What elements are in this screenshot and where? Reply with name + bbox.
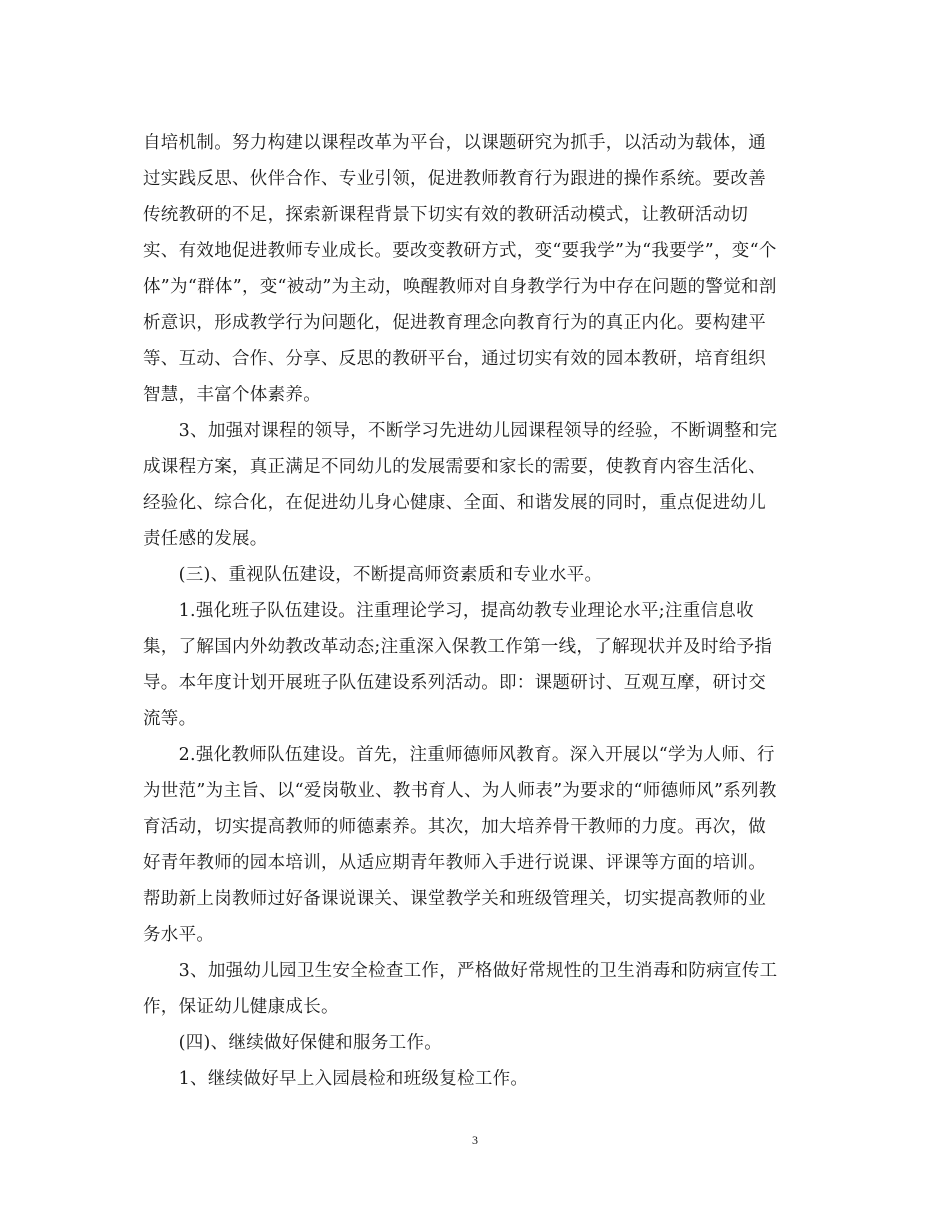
text-line: 智慧，丰富个体素养。 xyxy=(143,385,321,405)
text-line: 流等。 xyxy=(143,709,197,729)
text-line: 2.强化教师队伍建设。首先，注重师德师风教育。深入开展以“学为人师、行 xyxy=(143,745,775,765)
document-body xyxy=(143,125,808,1097)
text-line: 实、有效地促进教师专业成长。要改变教研方式，变“要我学”为“我要学”，变“个 xyxy=(143,241,777,261)
text-line: 成课程方案，真正满足不同幼儿的发展需要和家长的需要，使教育内容生活化、 xyxy=(143,457,766,477)
text-line: 1.强化班子队伍建设。注重理论学习，提高幼教专业理论水平;注重信息收 xyxy=(143,601,754,621)
text-line: 经验化、综合化，在促进幼儿身心健康、全面、和谐发展的同时，重点促进幼儿 xyxy=(143,493,766,513)
text-line: 等、互动、合作、分享、反思的教研平台，通过切实有效的园本教研，培育组织 xyxy=(143,349,766,369)
page-number: 3 xyxy=(472,1133,478,1147)
text-line: 集，了解国内外幼教改革动态;注重深入保教工作第一线，了解现状并及时给予指 xyxy=(143,637,773,657)
section-heading: (三)、重视队伍建设，不断提高师资素质和专业水平。 xyxy=(143,565,603,585)
text-line: 过实践反思、伙伴合作、专业引领，促进教师教育行为跟进的操作系统。要改善 xyxy=(143,169,766,189)
text-line: 3、加强幼儿园卫生安全检查工作，严格做好常规性的卫生消毒和防病宣传工 xyxy=(143,961,778,981)
text-line: 3、加强对课程的领导，不断学习先进幼儿园课程领导的经验，不断调整和完 xyxy=(143,421,778,441)
text-line: 1、继续做好早上入园晨检和班级复检工作。 xyxy=(143,1069,529,1089)
text-line: 务水平。 xyxy=(143,925,215,945)
text-line: 责任感的发展。 xyxy=(143,529,268,549)
text-line: 导。本年度计划开展班子队伍建设系列活动。即：课题研讨、互观互摩，研讨交 xyxy=(143,673,766,693)
text-line: 体”为“群体”，变“被动”为主动，唤醒教师对自身教学行为中存在问题的警觉和剖 xyxy=(143,277,777,297)
text-line: 析意识，形成教学行为问题化，促进教育理念向教育行为的真正内化。要构建平 xyxy=(143,313,766,333)
text-line: 帮助新上岗教师过好备课说课关、课堂教学关和班级管理关，切实提高教师的业 xyxy=(143,889,766,909)
text-line: 自培机制。努力构建以课程改革为平台，以课题研究为抓手，以活动为载体，通 xyxy=(143,133,766,153)
text-line: 为世范”为主旨、以“爱岗敬业、教书育人、为人师表”为要求的“师德师风”系列教 xyxy=(143,781,777,801)
text-line: 传统教研的不足，探索新课程背景下切实有效的教研活动模式，让教研活动切 xyxy=(143,205,749,225)
section-heading: (四)、继续做好保健和服务工作。 xyxy=(143,1033,443,1053)
text-line: 好青年教师的园本培训，从适应期青年教师入手进行说课、评课等方面的培训。 xyxy=(143,853,766,873)
text-line: 育活动，切实提高教师的师德素养。其次，加大培养骨干教师的力度。再次，做 xyxy=(143,817,766,837)
text-line: 作，保证幼儿健康成长。 xyxy=(143,997,339,1017)
